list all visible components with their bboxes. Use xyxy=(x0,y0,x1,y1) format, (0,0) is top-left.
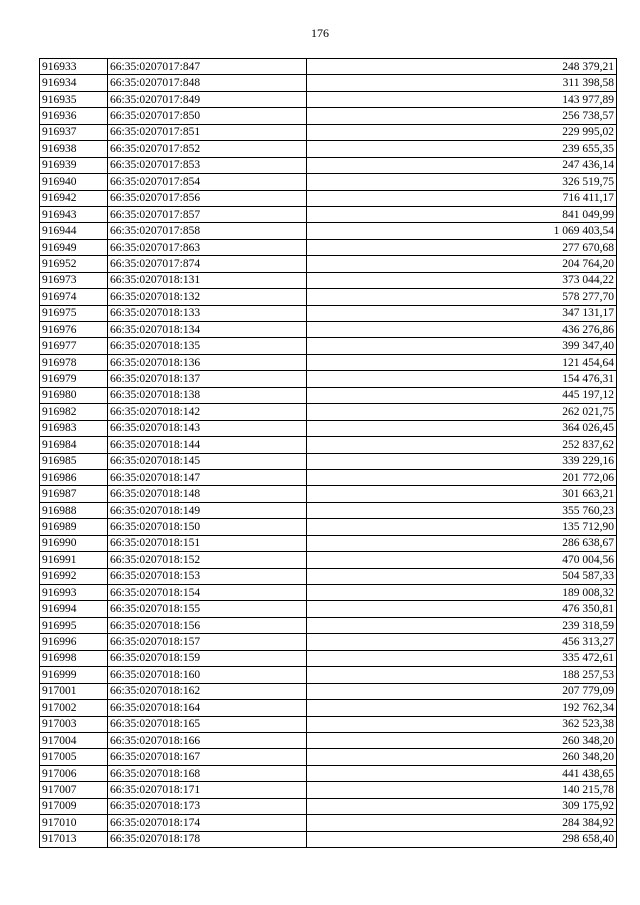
row-number-cell: 916974 xyxy=(40,289,108,305)
table-row xyxy=(40,75,617,91)
cadastral-value-cell: 301 663,21 xyxy=(307,486,617,502)
cadastral-number-cell: 66:35:0207018:150 xyxy=(108,519,307,535)
table-row xyxy=(40,322,617,338)
row-number-cell: 916944 xyxy=(40,223,108,239)
table-row xyxy=(40,239,617,255)
row-number-cell: 917004 xyxy=(40,732,108,748)
table-row xyxy=(40,683,617,699)
cadastral-value-cell: 373 044,22 xyxy=(307,272,617,288)
row-number-cell: 916978 xyxy=(40,354,108,370)
cadastral-value-cell: 143 977,89 xyxy=(307,91,617,107)
row-number-cell: 916988 xyxy=(40,502,108,518)
cadastral-value-cell: 121 454,64 xyxy=(307,354,617,370)
cadastral-number-cell: 66:35:0207018:132 xyxy=(108,289,307,305)
table-row xyxy=(40,535,617,551)
cadastral-value-cell: 189 008,32 xyxy=(307,585,617,601)
row-number-cell: 916933 xyxy=(40,59,108,75)
table-row xyxy=(40,732,617,748)
row-number-cell: 916989 xyxy=(40,519,108,535)
cadastral-value-cell: 326 519,75 xyxy=(307,174,617,190)
cadastral-value-cell: 256 738,57 xyxy=(307,108,617,124)
cadastral-value-cell: 247 436,14 xyxy=(307,157,617,173)
row-number-cell: 916938 xyxy=(40,141,108,157)
table-row xyxy=(40,798,617,814)
cadastral-number-cell: 66:35:0207018:167 xyxy=(108,749,307,765)
cadastral-value-cell: 286 638,67 xyxy=(307,535,617,551)
table-row xyxy=(40,354,617,370)
cadastral-value-cell: 578 277,70 xyxy=(307,289,617,305)
cadastral-number-cell: 66:35:0207018:151 xyxy=(108,535,307,551)
row-number-cell: 917002 xyxy=(40,700,108,716)
cadastral-number-cell: 66:35:0207018:166 xyxy=(108,732,307,748)
table-row xyxy=(40,206,617,222)
row-number-cell: 916943 xyxy=(40,206,108,222)
table-row xyxy=(40,387,617,403)
cadastral-number-cell: 66:35:0207018:137 xyxy=(108,371,307,387)
table-row xyxy=(40,272,617,288)
cadastral-number-cell: 66:35:0207018:149 xyxy=(108,502,307,518)
table-row xyxy=(40,650,617,666)
row-number-cell: 916977 xyxy=(40,338,108,354)
row-number-cell: 916984 xyxy=(40,437,108,453)
cadastral-value-cell: 456 313,27 xyxy=(307,634,617,650)
cadastral-number-cell: 66:35:0207018:162 xyxy=(108,683,307,699)
table-row xyxy=(40,667,617,683)
row-number-cell: 917007 xyxy=(40,782,108,798)
table-row xyxy=(40,91,617,107)
table-row xyxy=(40,305,617,321)
cadastral-number-cell: 66:35:0207017:851 xyxy=(108,124,307,140)
cadastral-value-table xyxy=(39,58,617,848)
cadastral-number-cell: 66:35:0207018:173 xyxy=(108,798,307,814)
cadastral-value-cell: 436 276,86 xyxy=(307,322,617,338)
cadastral-number-cell: 66:35:0207018:148 xyxy=(108,486,307,502)
table-row xyxy=(40,59,617,75)
table-row xyxy=(40,716,617,732)
table-row xyxy=(40,289,617,305)
row-number-cell: 917009 xyxy=(40,798,108,814)
cadastral-value-cell: 284 384,92 xyxy=(307,815,617,831)
cadastral-number-cell: 66:35:0207018:133 xyxy=(108,305,307,321)
row-number-cell: 916939 xyxy=(40,157,108,173)
cadastral-number-cell: 66:35:0207018:131 xyxy=(108,272,307,288)
row-number-cell: 916937 xyxy=(40,124,108,140)
cadastral-value-cell: 362 523,38 xyxy=(307,716,617,732)
row-number-cell: 916979 xyxy=(40,371,108,387)
cadastral-value-cell: 192 762,34 xyxy=(307,700,617,716)
table-row xyxy=(40,256,617,272)
table-row xyxy=(40,174,617,190)
table-row xyxy=(40,782,617,798)
cadastral-number-cell: 66:35:0207017:858 xyxy=(108,223,307,239)
row-number-cell: 916999 xyxy=(40,667,108,683)
cadastral-number-cell: 66:35:0207017:848 xyxy=(108,75,307,91)
table-row xyxy=(40,601,617,617)
cadastral-value-cell: 347 131,17 xyxy=(307,305,617,321)
table-row xyxy=(40,749,617,765)
cadastral-number-cell: 66:35:0207017:853 xyxy=(108,157,307,173)
cadastral-number-cell: 66:35:0207017:857 xyxy=(108,206,307,222)
cadastral-number-cell: 66:35:0207018:153 xyxy=(108,568,307,584)
table-row xyxy=(40,437,617,453)
cadastral-number-cell: 66:35:0207018:178 xyxy=(108,831,307,847)
row-number-cell: 916983 xyxy=(40,420,108,436)
table-row xyxy=(40,141,617,157)
cadastral-value-cell: 140 215,78 xyxy=(307,782,617,798)
cadastral-value-cell: 248 379,21 xyxy=(307,59,617,75)
table-row xyxy=(40,371,617,387)
table-row xyxy=(40,338,617,354)
cadastral-value-cell: 335 472,61 xyxy=(307,650,617,666)
cadastral-number-cell: 66:35:0207018:147 xyxy=(108,469,307,485)
cadastral-value-cell: 260 348,20 xyxy=(307,749,617,765)
cadastral-value-cell: 841 049,99 xyxy=(307,206,617,222)
cadastral-value-cell: 355 760,23 xyxy=(307,502,617,518)
row-number-cell: 916995 xyxy=(40,617,108,633)
table-row xyxy=(40,568,617,584)
row-number-cell: 917010 xyxy=(40,815,108,831)
cadastral-value-cell: 229 995,02 xyxy=(307,124,617,140)
page-number: 176 xyxy=(311,26,329,40)
cadastral-number-cell: 66:35:0207018:164 xyxy=(108,700,307,716)
cadastral-number-cell: 66:35:0207018:135 xyxy=(108,338,307,354)
cadastral-number-cell: 66:35:0207018:174 xyxy=(108,815,307,831)
row-number-cell: 916973 xyxy=(40,272,108,288)
table-row xyxy=(40,617,617,633)
row-number-cell: 916975 xyxy=(40,305,108,321)
table-row xyxy=(40,190,617,206)
cadastral-value-cell: 277 670,68 xyxy=(307,239,617,255)
row-number-cell: 917005 xyxy=(40,749,108,765)
cadastral-value-cell: 311 398,58 xyxy=(307,75,617,91)
row-number-cell: 916935 xyxy=(40,91,108,107)
table-row xyxy=(40,815,617,831)
row-number-cell: 916998 xyxy=(40,650,108,666)
cadastral-number-cell: 66:35:0207017:854 xyxy=(108,174,307,190)
cadastral-number-cell: 66:35:0207018:152 xyxy=(108,552,307,568)
table-row xyxy=(40,519,617,535)
cadastral-number-cell: 66:35:0207018:165 xyxy=(108,716,307,732)
row-number-cell: 916996 xyxy=(40,634,108,650)
cadastral-number-cell: 66:35:0207018:143 xyxy=(108,420,307,436)
cadastral-value-cell: 135 712,90 xyxy=(307,519,617,535)
table-row xyxy=(40,223,617,239)
cadastral-number-cell: 66:35:0207018:157 xyxy=(108,634,307,650)
cadastral-value-cell: 309 175,92 xyxy=(307,798,617,814)
cadastral-value-cell: 339 229,16 xyxy=(307,453,617,469)
cadastral-number-cell: 66:35:0207018:155 xyxy=(108,601,307,617)
cadastral-number-cell: 66:35:0207018:136 xyxy=(108,354,307,370)
cadastral-number-cell: 66:35:0207018:156 xyxy=(108,617,307,633)
cadastral-value-cell: 239 318,59 xyxy=(307,617,617,633)
table-row xyxy=(40,502,617,518)
table-row xyxy=(40,831,617,847)
table-row xyxy=(40,634,617,650)
cadastral-number-cell: 66:35:0207018:142 xyxy=(108,404,307,420)
table-row xyxy=(40,765,617,781)
cadastral-value-cell: 445 197,12 xyxy=(307,387,617,403)
cadastral-number-cell: 66:35:0207017:852 xyxy=(108,141,307,157)
cadastral-value-cell: 470 004,56 xyxy=(307,552,617,568)
cadastral-value-cell: 204 764,20 xyxy=(307,256,617,272)
table-row xyxy=(40,486,617,502)
row-number-cell: 916992 xyxy=(40,568,108,584)
cadastral-value-cell: 201 772,06 xyxy=(307,469,617,485)
table-body xyxy=(40,59,617,848)
table-row xyxy=(40,453,617,469)
cadastral-number-cell: 66:35:0207017:874 xyxy=(108,256,307,272)
row-number-cell: 917013 xyxy=(40,831,108,847)
cadastral-number-cell: 66:35:0207018:159 xyxy=(108,650,307,666)
row-number-cell: 916952 xyxy=(40,256,108,272)
row-number-cell: 916986 xyxy=(40,469,108,485)
cadastral-value-cell: 188 257,53 xyxy=(307,667,617,683)
table-row xyxy=(40,404,617,420)
row-number-cell: 916990 xyxy=(40,535,108,551)
row-number-cell: 917001 xyxy=(40,683,108,699)
cadastral-number-cell: 66:35:0207018:168 xyxy=(108,765,307,781)
cadastral-value-cell: 441 438,65 xyxy=(307,765,617,781)
table-row xyxy=(40,700,617,716)
table-row xyxy=(40,108,617,124)
cadastral-value-cell: 207 779,09 xyxy=(307,683,617,699)
cadastral-value-cell: 399 347,40 xyxy=(307,338,617,354)
row-number-cell: 916949 xyxy=(40,239,108,255)
cadastral-number-cell: 66:35:0207017:856 xyxy=(108,190,307,206)
table-row xyxy=(40,585,617,601)
cadastral-value-cell: 260 348,20 xyxy=(307,732,617,748)
cadastral-number-cell: 66:35:0207017:849 xyxy=(108,91,307,107)
row-number-cell: 917003 xyxy=(40,716,108,732)
row-number-cell: 916942 xyxy=(40,190,108,206)
row-number-cell: 916980 xyxy=(40,387,108,403)
cadastral-value-cell: 252 837,62 xyxy=(307,437,617,453)
cadastral-value-cell: 364 026,45 xyxy=(307,420,617,436)
table-row xyxy=(40,469,617,485)
cadastral-value-cell: 298 658,40 xyxy=(307,831,617,847)
cadastral-value-cell: 154 476,31 xyxy=(307,371,617,387)
row-number-cell: 916994 xyxy=(40,601,108,617)
cadastral-value-cell: 716 411,17 xyxy=(307,190,617,206)
table-row xyxy=(40,552,617,568)
cadastral-number-cell: 66:35:0207018:145 xyxy=(108,453,307,469)
cadastral-value-cell: 262 021,75 xyxy=(307,404,617,420)
cadastral-number-cell: 66:35:0207018:134 xyxy=(108,322,307,338)
cadastral-number-cell: 66:35:0207018:171 xyxy=(108,782,307,798)
cadastral-number-cell: 66:35:0207018:138 xyxy=(108,387,307,403)
cadastral-number-cell: 66:35:0207017:847 xyxy=(108,59,307,75)
cadastral-number-cell: 66:35:0207017:863 xyxy=(108,239,307,255)
cadastral-value-cell: 476 350,81 xyxy=(307,601,617,617)
row-number-cell: 916993 xyxy=(40,585,108,601)
row-number-cell: 916991 xyxy=(40,552,108,568)
cadastral-number-cell: 66:35:0207018:144 xyxy=(108,437,307,453)
row-number-cell: 916936 xyxy=(40,108,108,124)
cadastral-value-cell: 239 655,35 xyxy=(307,141,617,157)
table-row xyxy=(40,124,617,140)
row-number-cell: 917006 xyxy=(40,765,108,781)
row-number-cell: 916976 xyxy=(40,322,108,338)
table-row xyxy=(40,157,617,173)
cadastral-number-cell: 66:35:0207017:850 xyxy=(108,108,307,124)
row-number-cell: 916987 xyxy=(40,486,108,502)
cadastral-value-cell: 504 587,33 xyxy=(307,568,617,584)
row-number-cell: 916982 xyxy=(40,404,108,420)
cadastral-number-cell: 66:35:0207018:160 xyxy=(108,667,307,683)
row-number-cell: 916985 xyxy=(40,453,108,469)
row-number-cell: 916940 xyxy=(40,174,108,190)
cadastral-value-cell: 1 069 403,54 xyxy=(307,223,617,239)
table-row xyxy=(40,420,617,436)
row-number-cell: 916934 xyxy=(40,75,108,91)
cadastral-number-cell: 66:35:0207018:154 xyxy=(108,585,307,601)
